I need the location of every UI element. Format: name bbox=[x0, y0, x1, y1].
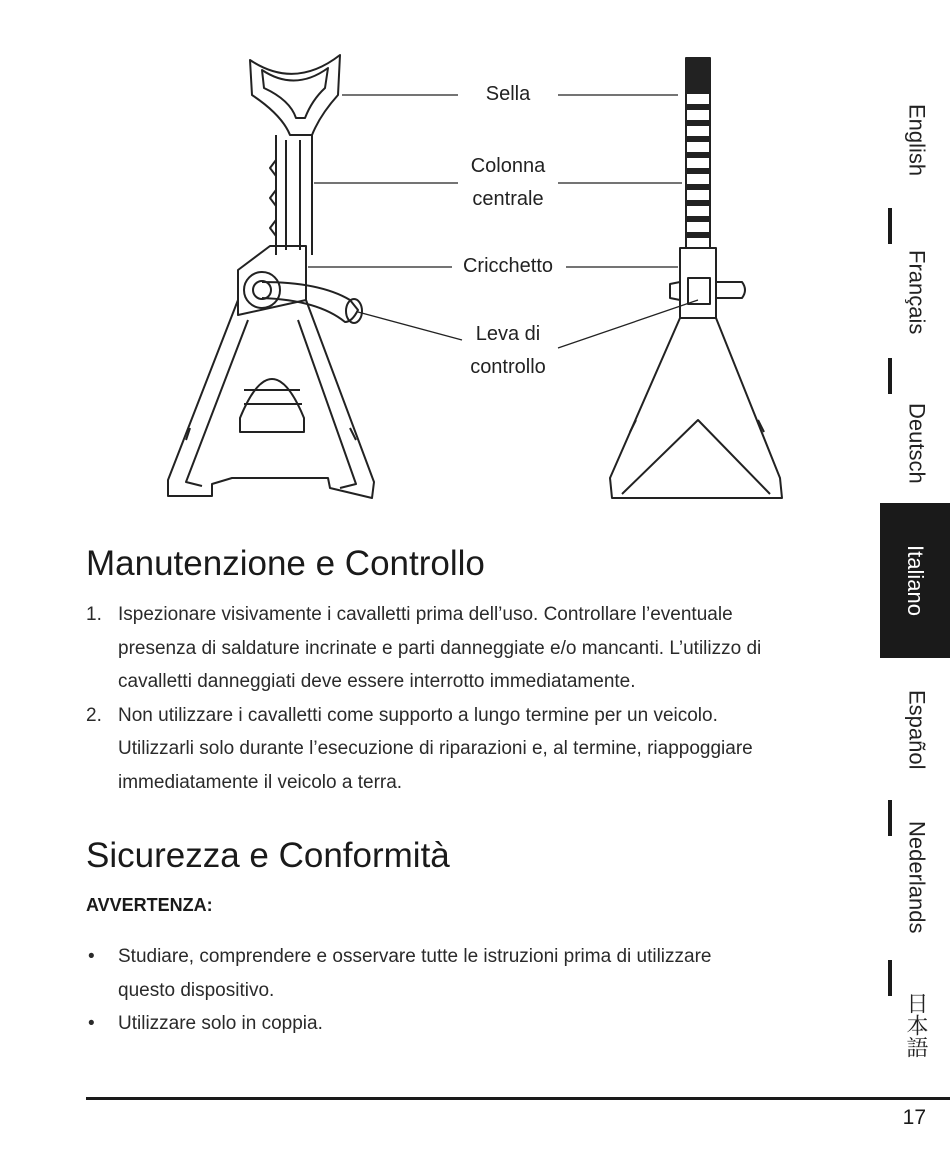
callout-center-column bbox=[456, 150, 560, 216]
callout-column-line2: centrale bbox=[472, 188, 544, 210]
footer-rule bbox=[86, 1097, 950, 1100]
safety-bullet-item bbox=[86, 940, 876, 1007]
item-line: Non utilizzare i cavalletti come supporto a lungo termine per un veicolo. bbox=[118, 704, 718, 726]
tab-japanese[interactable] bbox=[883, 975, 950, 1075]
callout-column-line1: Colonna bbox=[470, 155, 546, 177]
tab-japanese-label: 日本語 bbox=[904, 992, 929, 1058]
maintenance-list bbox=[86, 598, 876, 799]
bullet-dot: • bbox=[88, 1013, 95, 1034]
tab-italiano-label: Italiano bbox=[903, 545, 928, 616]
tab-italiano[interactable] bbox=[880, 503, 950, 658]
item-line: cavalletti danneggiati deve essere interrotto immediatamente. bbox=[118, 671, 636, 692]
tab-espanol[interactable] bbox=[883, 675, 950, 785]
safety-heading: Sicurezza e Conformità bbox=[86, 836, 450, 875]
saddle-shape bbox=[250, 55, 340, 135]
maintenance-item bbox=[86, 699, 876, 800]
right-stand-legs bbox=[610, 318, 782, 498]
callout-ratchet-text: Cricchetto bbox=[462, 255, 554, 277]
callout-control-lever bbox=[456, 318, 560, 384]
tab-nederlands[interactable] bbox=[883, 805, 950, 950]
maintenance-heading: Manutenzione e Controllo bbox=[86, 544, 485, 583]
tab-separator bbox=[888, 960, 892, 996]
tab-deutsch-label: Deutsch bbox=[904, 402, 930, 484]
center-column-shape bbox=[276, 135, 312, 255]
callout-lever-line2: controllo bbox=[470, 356, 546, 378]
tab-espanol-label: Español bbox=[904, 690, 930, 770]
tab-separator bbox=[888, 800, 892, 836]
maintenance-item bbox=[86, 598, 876, 699]
item-line: immediatamente il veicolo a terra. bbox=[118, 771, 403, 793]
warning-label: AVVERTENZA: bbox=[86, 895, 213, 915]
tab-francais-label: Français bbox=[904, 249, 930, 335]
lever-leader-left bbox=[358, 312, 462, 340]
tab-francais[interactable] bbox=[883, 227, 950, 357]
page-number: 17 bbox=[902, 1106, 926, 1129]
tab-english[interactable] bbox=[883, 75, 950, 205]
item-line: Ispezionare visivamente i cavalletti prima dell’uso. Controllare l’eventuale bbox=[118, 604, 733, 625]
callout-saddle bbox=[456, 78, 560, 111]
safety-list bbox=[86, 940, 876, 1041]
jack-stand-illustration bbox=[0, 0, 870, 520]
item-line: presenza di saldature incrinate e parti danneggiate e/o mancanti. L’utilizzo di bbox=[118, 637, 762, 659]
item-number: 1. bbox=[86, 604, 102, 625]
bullet-line: Studiare, comprendere e osservare tutte le istruzioni prima di utilizzare bbox=[118, 946, 712, 967]
tab-separator bbox=[888, 208, 892, 244]
left-stand-legs bbox=[168, 300, 374, 498]
item-line: Utilizzarli solo durante l’esecuzione di riparazioni e, al termine, riappoggiare bbox=[118, 738, 753, 759]
bullet-line: questo dispositivo. bbox=[118, 979, 275, 1001]
bullet-line: Utilizzare solo in coppia. bbox=[118, 1013, 323, 1034]
item-number: 2. bbox=[86, 704, 102, 726]
jack-stand-drawing bbox=[0, 0, 870, 520]
tab-english-label: English bbox=[904, 103, 930, 177]
callout-ratchet bbox=[452, 250, 564, 283]
callout-saddle-text: Sella bbox=[485, 83, 531, 105]
language-tabs bbox=[883, 75, 950, 1075]
callout-lever-line1: Leva di bbox=[475, 323, 541, 345]
safety-bullet-item bbox=[86, 1007, 876, 1041]
tab-deutsch[interactable] bbox=[883, 378, 950, 508]
bullet-dot: • bbox=[88, 946, 95, 967]
tab-separator bbox=[888, 358, 892, 394]
tab-nederlands-label: Nederlands bbox=[904, 821, 930, 934]
